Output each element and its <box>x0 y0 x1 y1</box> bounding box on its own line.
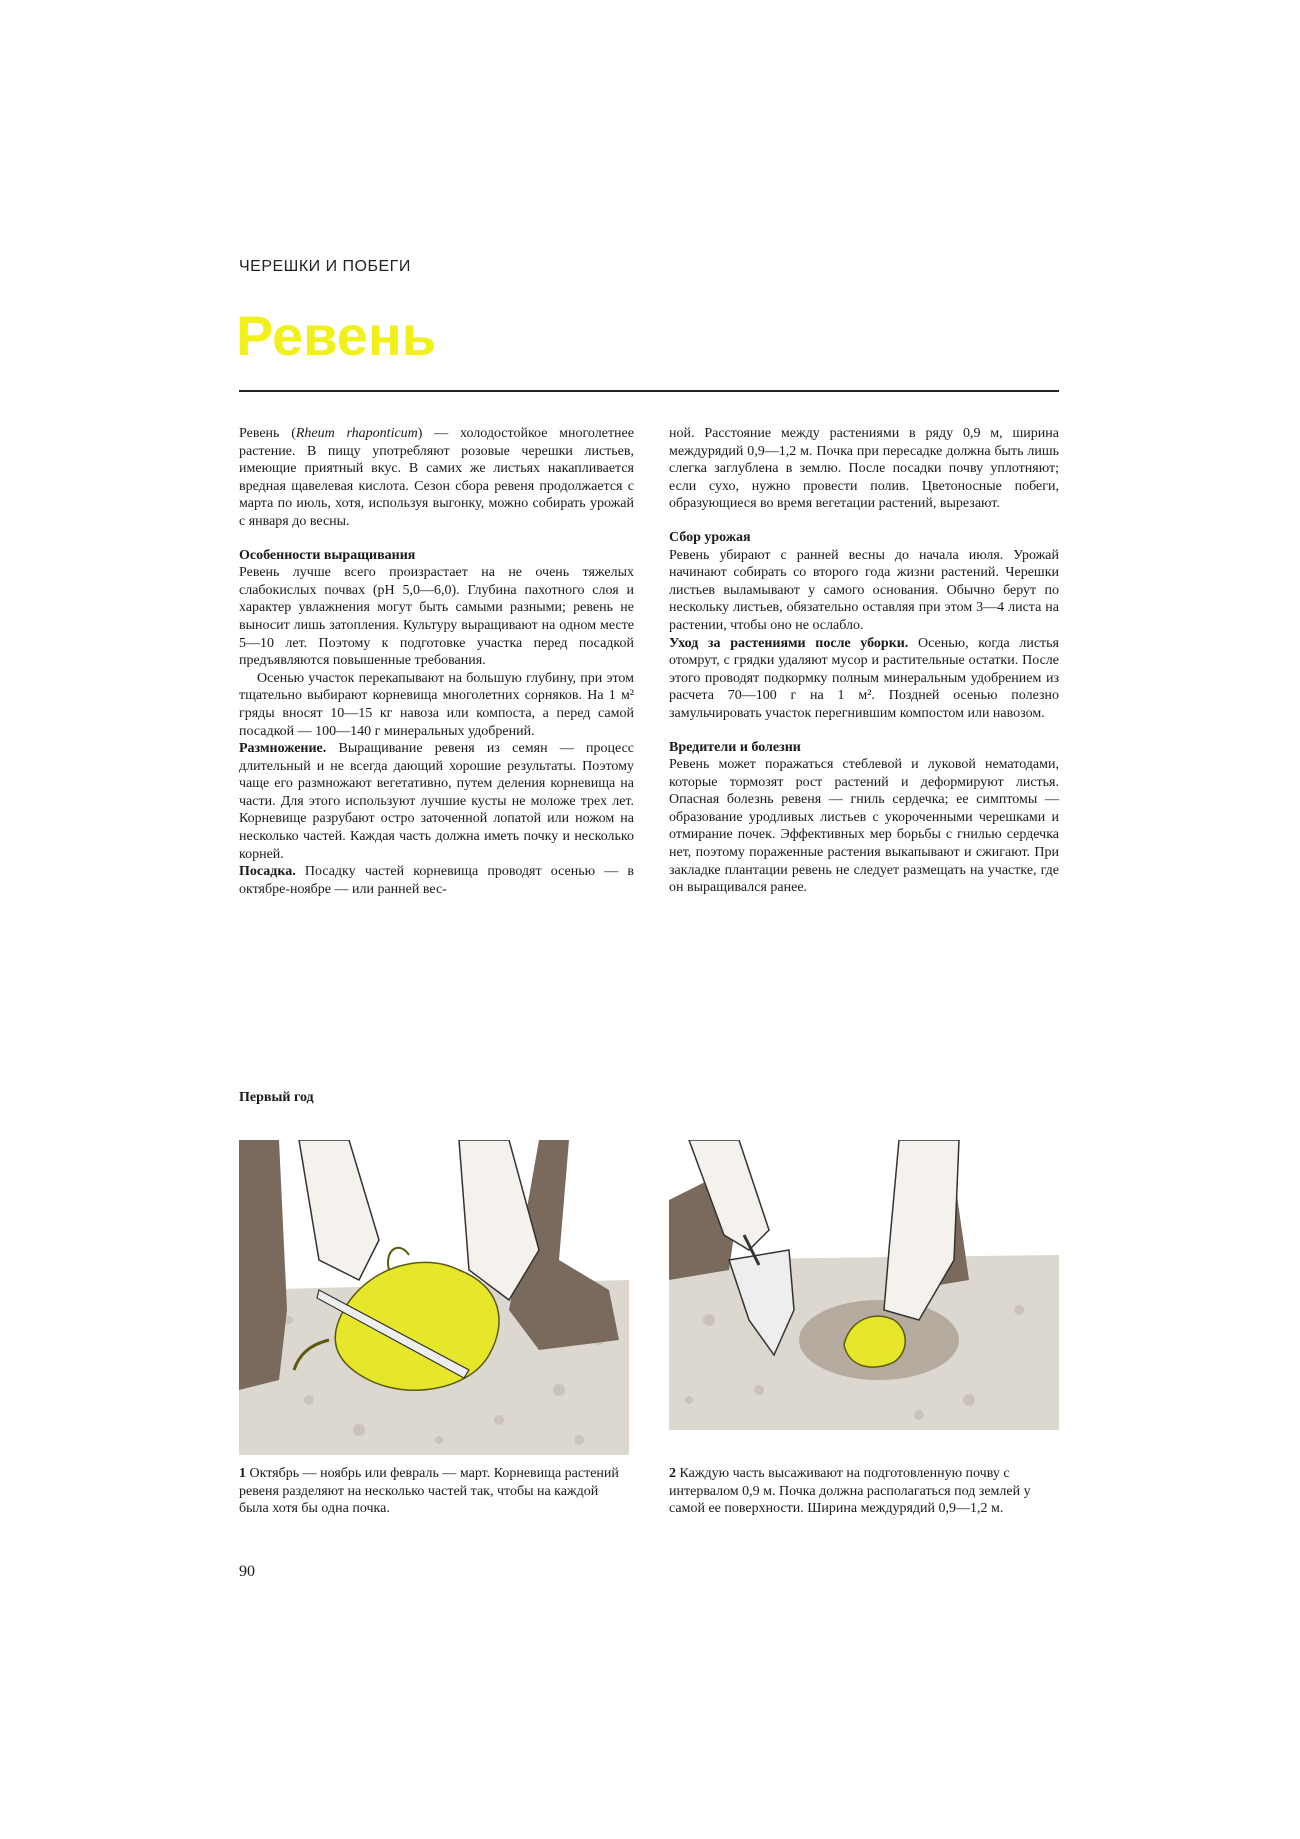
caption-1 <box>239 1465 629 1518</box>
care-text: Осенью, когда листья отомрут, с грядки удаляют мусор и растительные остатки. После этого проводят подкормку полным минеральным удобрением из расчета 70—100 г на 1 м². Поздней осенью полезно замульчировать участок перегнившим компостом или навозом. <box>669 635 1060 721</box>
care-runin: Уход за растениями после уборки. <box>669 635 909 651</box>
latin-name: Rheum rhaponticum <box>295 426 418 441</box>
illustration-dividing-rhizome <box>239 1140 629 1455</box>
heading-harvest: Сбор урожая <box>669 529 751 545</box>
care-paragraph <box>669 635 1059 723</box>
propagation-paragraph <box>239 740 634 863</box>
growing-paragraph-1: Ревень лучше всего произрастает на не очень тяжелых слабокислых почвах (рН 5,0—6,0). Глубина пахотного слоя и характер увлажнения могут быть самыми разными; ревень не выносит лишь затопления. Культуру выращивают на одном месте 5—10 лет. Поэтому к подготовке участка перед посадкой предъявляются повышенные требования. <box>239 565 634 669</box>
caption-2-number: 2 <box>669 1466 676 1481</box>
right-column <box>669 425 1059 897</box>
growing-paragraph-2: Осенью участок перекапывают на большую глубину, при этом тщательно выбирают корневища многолетних сорняков. На 1 м² гряды вносят 10—15 кг навоза или компоста, а перед самой посадкой — 100—140 г минеральных удобрений. <box>239 670 634 739</box>
propagation-runin: Размножение. <box>239 741 327 757</box>
planting-continuation: ной. Расстояние между растениями в ряду 0,9 м, ширина междурядий 0,9—1,2 м. Почка при пересадке должна быть лишь слегка заглублена в землю. После посадки почву уплотняют; если сухо, нужно провести полив. Цветоносные побеги, образующиеся во время вегетации растений, вырезают. <box>669 426 1059 512</box>
heading-pests: Вредители и болезни <box>669 739 801 755</box>
caption-2-text: Каждую часть высаживают на подготовленную почву с интервалом 0,9 м. Почка должна располагаться под землей у самой ее поверхности. Ширина междурядий 0,9—1,2 м. <box>669 1466 1031 1517</box>
propagation-text: Выращивание ревеня из семян — процесс длительный и не всегда дающий хорошие результаты. Поэтому чаще его размножают вегетативно, путем деления корневища на части. Для этого используют лучшие кусты не моложе трех лет. Корневище разрубают остро заточенной лопатой или ножом на несколько частей. Каждая часть должна иметь почку и несколько корней. <box>239 741 634 862</box>
harvest-paragraph: Ревень убирают с ранней весны до начала июля. Урожай начинают собирать со второго года жизни растений. Черешки листьев выламывают у самого основания. Обычно берут по нескольку листьев, обязательно оставляя при этом 3—4 листа на растении, чтобы оно не ослабло. <box>669 547 1059 633</box>
intro-text-b: ) — холодостойкое многолетнее растение. В пищу употребляют розовые черешки листьев, имеющие приятный вкус. В самих же листьях накапливается вредная щавелевая кислота. Сезон сбора ревеня продолжается с марта по июль, хотя, используя выгонку, можно собирать урожай с января до весны. <box>239 426 634 529</box>
illustration-planting <box>669 1140 1059 1455</box>
caption-1-number: 1 <box>239 1466 246 1481</box>
planting-runin: Посадка. <box>239 864 296 880</box>
left-column <box>239 425 634 898</box>
figures-subtitle: Первый год <box>239 1090 314 1105</box>
caption-1-text: Октябрь — ноябрь или февраль — март. Корневища растений ревеня разделяют на несколько частей так, чтобы на каждой была хотя бы одна почка. <box>239 1466 619 1517</box>
title-divider <box>239 390 1059 392</box>
planting-text: Посадку частей корневища проводят осенью — в октябре-ноябре — или ранней вес- <box>239 864 634 897</box>
heading-growing: Особенности выращивания <box>239 547 416 563</box>
intro-paragraph <box>239 425 634 531</box>
pests-paragraph: Ревень может поражаться стеблевой и луковой нематодами, которые тормозят рост растений и деформируют листья. Опасная болезнь ревеня — гниль сердечка; ее симптомы — образование уродливых листьев с укороченными черешками и отмирание почек. Эффективных мер борьбы с гнилью сердечка нет, поэтому пораженные растения выкапывают и сжигают. При закладке плантации ревень не следует размещать на участке, где он выращивался ранее. <box>669 757 1059 896</box>
caption-2 <box>669 1465 1059 1518</box>
planting-paragraph <box>239 863 634 898</box>
page-number: 90 <box>239 1563 255 1580</box>
intro-text-a: Ревень ( <box>239 426 296 441</box>
page-title: Ревень <box>236 304 437 367</box>
section-label: ЧЕРЕШКИ И ПОБЕГИ <box>239 258 411 275</box>
